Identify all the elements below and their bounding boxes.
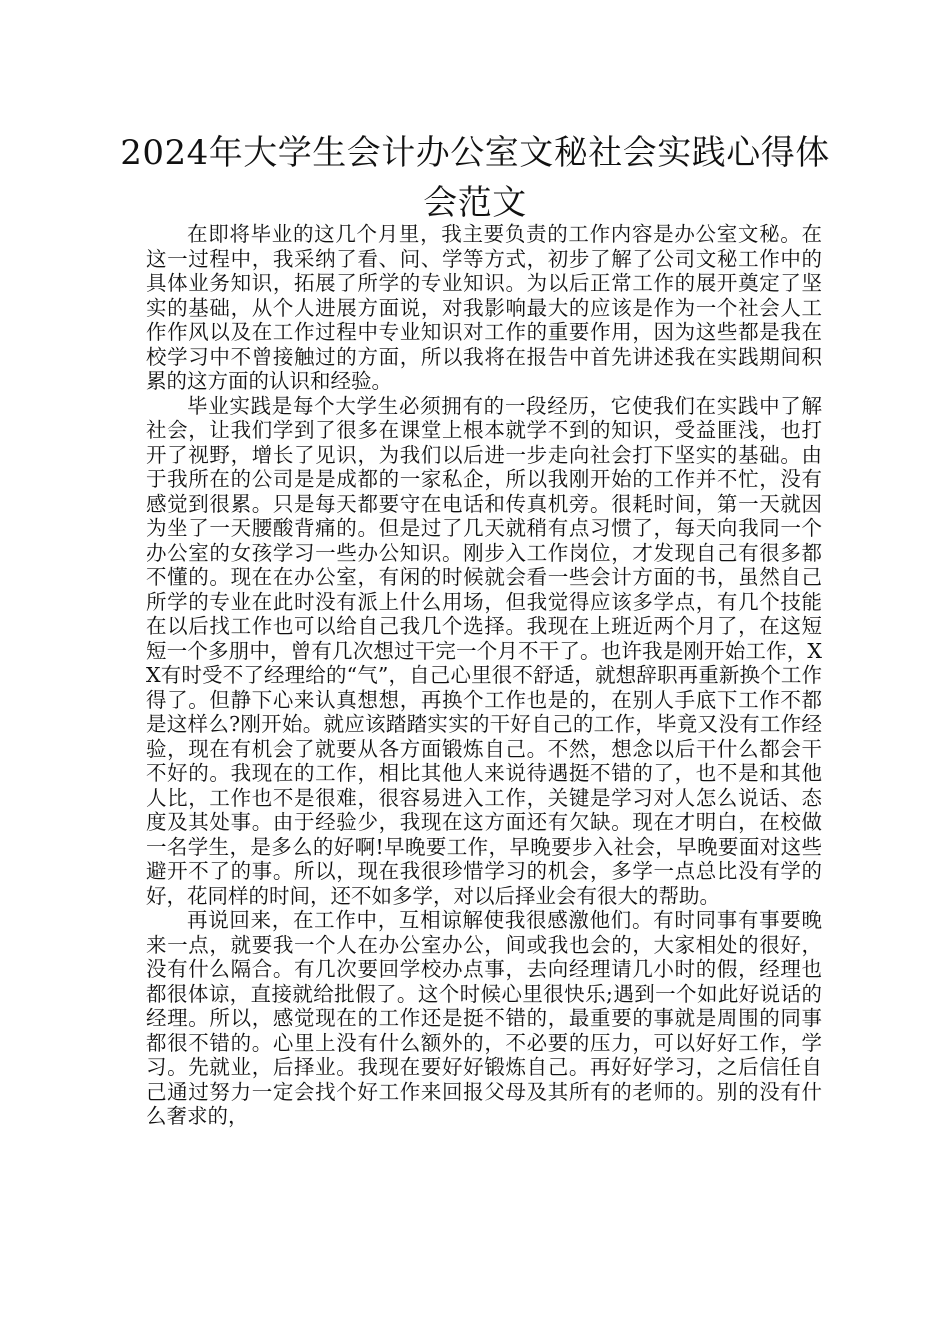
paragraph-3: 再说回来，在工作中，互相谅解使我很感激他们。有时同事有事要晚来一点，就要我一个人在办公室办公，间或我也会的，大家相处的很好，没有什么隔合。有几次要回学校办点事，去向经理请几小时的假，经理也都很体谅，直接就给批假了。这个时候心里很快乐;遇到一个如此好说话的经理。所以，感觉现在的工作还是挺不错的，最重要的事就是周围的同事都很不错的。心里上没有什么额外的，不必要的压力，可以好好工作，学习。先就业，后择业。我现在要好好锻炼自己。再好好学习，之后信任自己通过努力一定会找个好工作来回报父母及其所有的老师的。别的没有什么奢求的， [146,908,822,1128]
paragraph-2: 毕业实践是每个大学生必须拥有的一段经历，它使我们在实践中了解社会，让我们学到了很多在课堂上根本就学不到的知识，受益匪浅，也打开了视野，增长了见识，为我们以后进一步走向社会打下坚实的基础。由于我所在的公司是是成都的一家私企，所以我刚开始的工作并不忙，没有感觉到很累。只是每天都要守在电话和传真机旁。很耗时间，第一天就因为坐了一天腰酸背痛的。但是过了几天就稍有点习惯了，每天向我同一个办公室的女孩学习一些办公知识。刚步入工作岗位，才发现自己有很多都不懂的。现在在办公室，有闲的时候就会看一些会计方面的书，虽然自己所学的专业在此时没有派上什么用场，但我觉得应该多学点，有几个技能在以后找工作也可以给自己我几个选择。我现在上班近两个月了，在这短短一个多朋中，曾有几次想过干完一个月不干了。也许我是刚开始工作，XX有时受不了经理给的“气”，自己心里很不舒适，就想辞职再重新换个工作得了。但静下心来认真想想，再换个工作也是的，在别人手底下工作不都是这样么?刚开始。就应该踏踏实实的干好自己的工作，毕竟又没有工作经验，现在有机会了就要从各方面锻炼自己。不然，想念以后干什么都会干不好的。我现在的工作，相比其他人来说待遇挺不错的了，也不是和其他人比，工作也不是很难，很容易进入工作，关键是学习对人怎么说话、态度及其处事。由于经验少，我现在这方面还有欠缺。现在才明白，在校做一名学生，是多么的好啊!早晚要工作，早晚要步入社会，早晚要面对这些避开不了的事。所以，现在我很珍惜学习的机会，多学一点总比没有学的好，花同样的时间，还不如多学，对以后择业会有很大的帮助。 [146,393,822,908]
paragraph-1: 在即将毕业的这几个月里，我主要负责的工作内容是办公室文秘。在这一过程中，我采纳了看、问、学等方式，初步了解了公司文秘工作中的具体业务知识，拓展了所学的专业知识。为以后正常工作的展开奠定了坚实的基础，从个人进展方面说，对我影响最大的应该是作为一个社会人工作作风以及在工作过程中专业知识对工作的重要作用，因为这些都是我在校学习中不曾接触过的方面，所以我将在报告中首先讲述我在实践期间积累的这方面的认识和经验。 [146,222,822,393]
document-title: 2024年大学生会计办公室文秘社会实践心得体会范文 [120,133,830,223]
document-body [146,222,822,1129]
